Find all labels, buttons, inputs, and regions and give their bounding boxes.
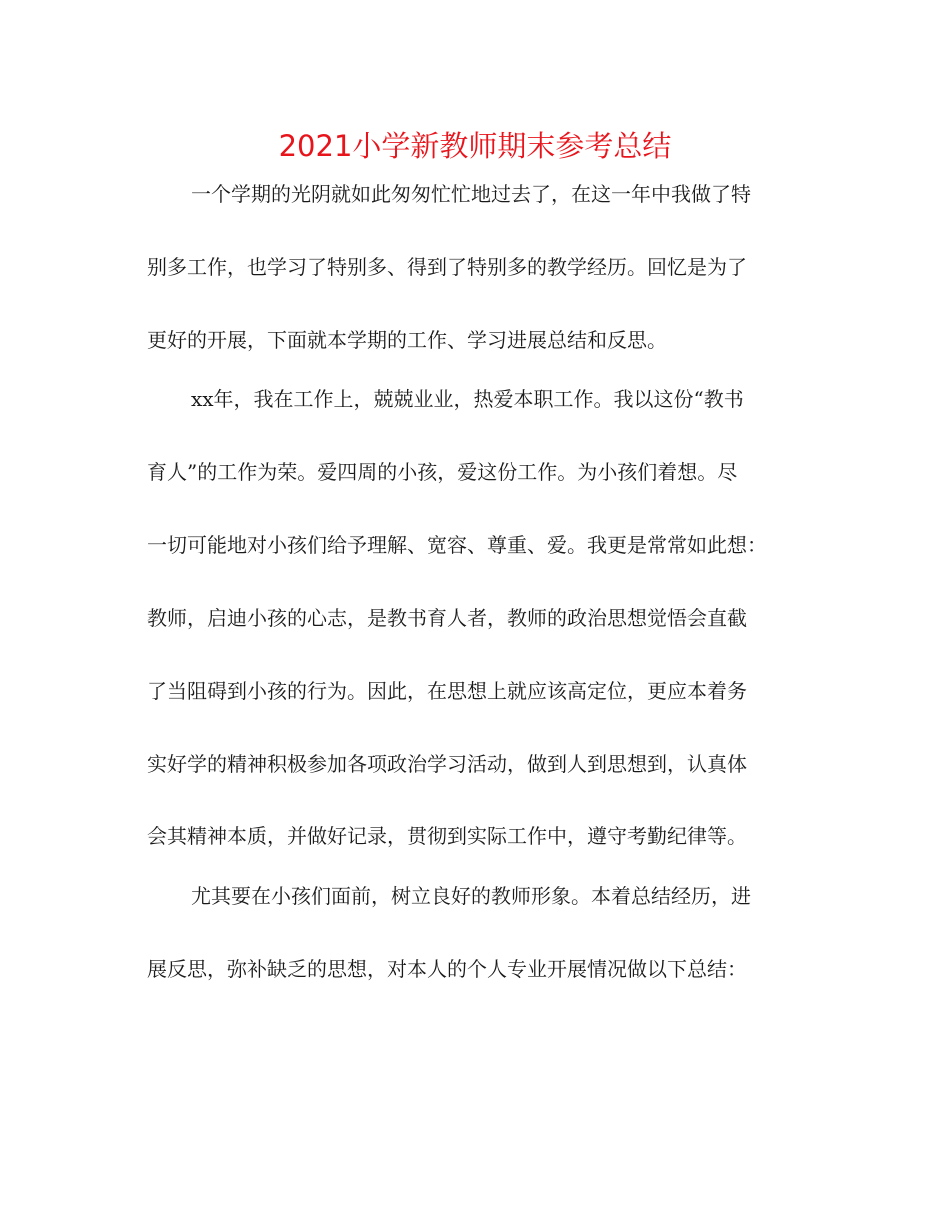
paragraph-1-line-2: 别多工作，也学习了特别多、得到了特别多的教学经历。回忆是为了 xyxy=(147,255,747,279)
paragraph-1-line-3: 更好的开展，下面就本学期的工作、学习进展总结和反思。 xyxy=(147,328,667,352)
paragraph-2-line-4: 教师，启迪小孩的心志，是教书育人者，教师的政治思想觉悟会直截 xyxy=(147,606,747,630)
paragraph-3-line-1: 尤其要在小孩们面前，树立良好的教师形象。本着总结经历，进 xyxy=(191,884,751,908)
paragraph-2-line-2: 育人”的工作为荣。爱四周的小孩，爱这份工作。为小孩们着想。尽 xyxy=(147,460,738,484)
paragraph-2-line-3: 一切可能地对小孩们给予理解、宽容、尊重、爱。我更是常常如此想： xyxy=(147,533,767,557)
paragraph-2-line-1: xx年，我在工作上，兢兢业业，热爱本职工作。我以这份“教书 xyxy=(191,387,744,411)
paragraph-2-line-5: 了当阻碍到小孩的行为。因此，在思想上就应该高定位，更应本着务 xyxy=(147,679,747,703)
document-title: 2021小学新教师期末参考总结 xyxy=(278,129,672,163)
paragraph-2-line-6: 实好学的精神积极参加各项政治学习活动，做到人到思想到，认真体 xyxy=(147,752,747,776)
paragraph-1-line-1: 一个学期的光阴就如此匆匆忙忙地过去了，在这一年中我做了特 xyxy=(191,182,751,206)
paragraph-2-line-7: 会其精神本质，并做好记录，贯彻到实际工作中，遵守考勤纪律等。 xyxy=(147,824,747,848)
paragraph-3-line-2: 展反思，弥补缺乏的思想，对本人的个人专业开展情况做以下总结： xyxy=(147,957,747,981)
